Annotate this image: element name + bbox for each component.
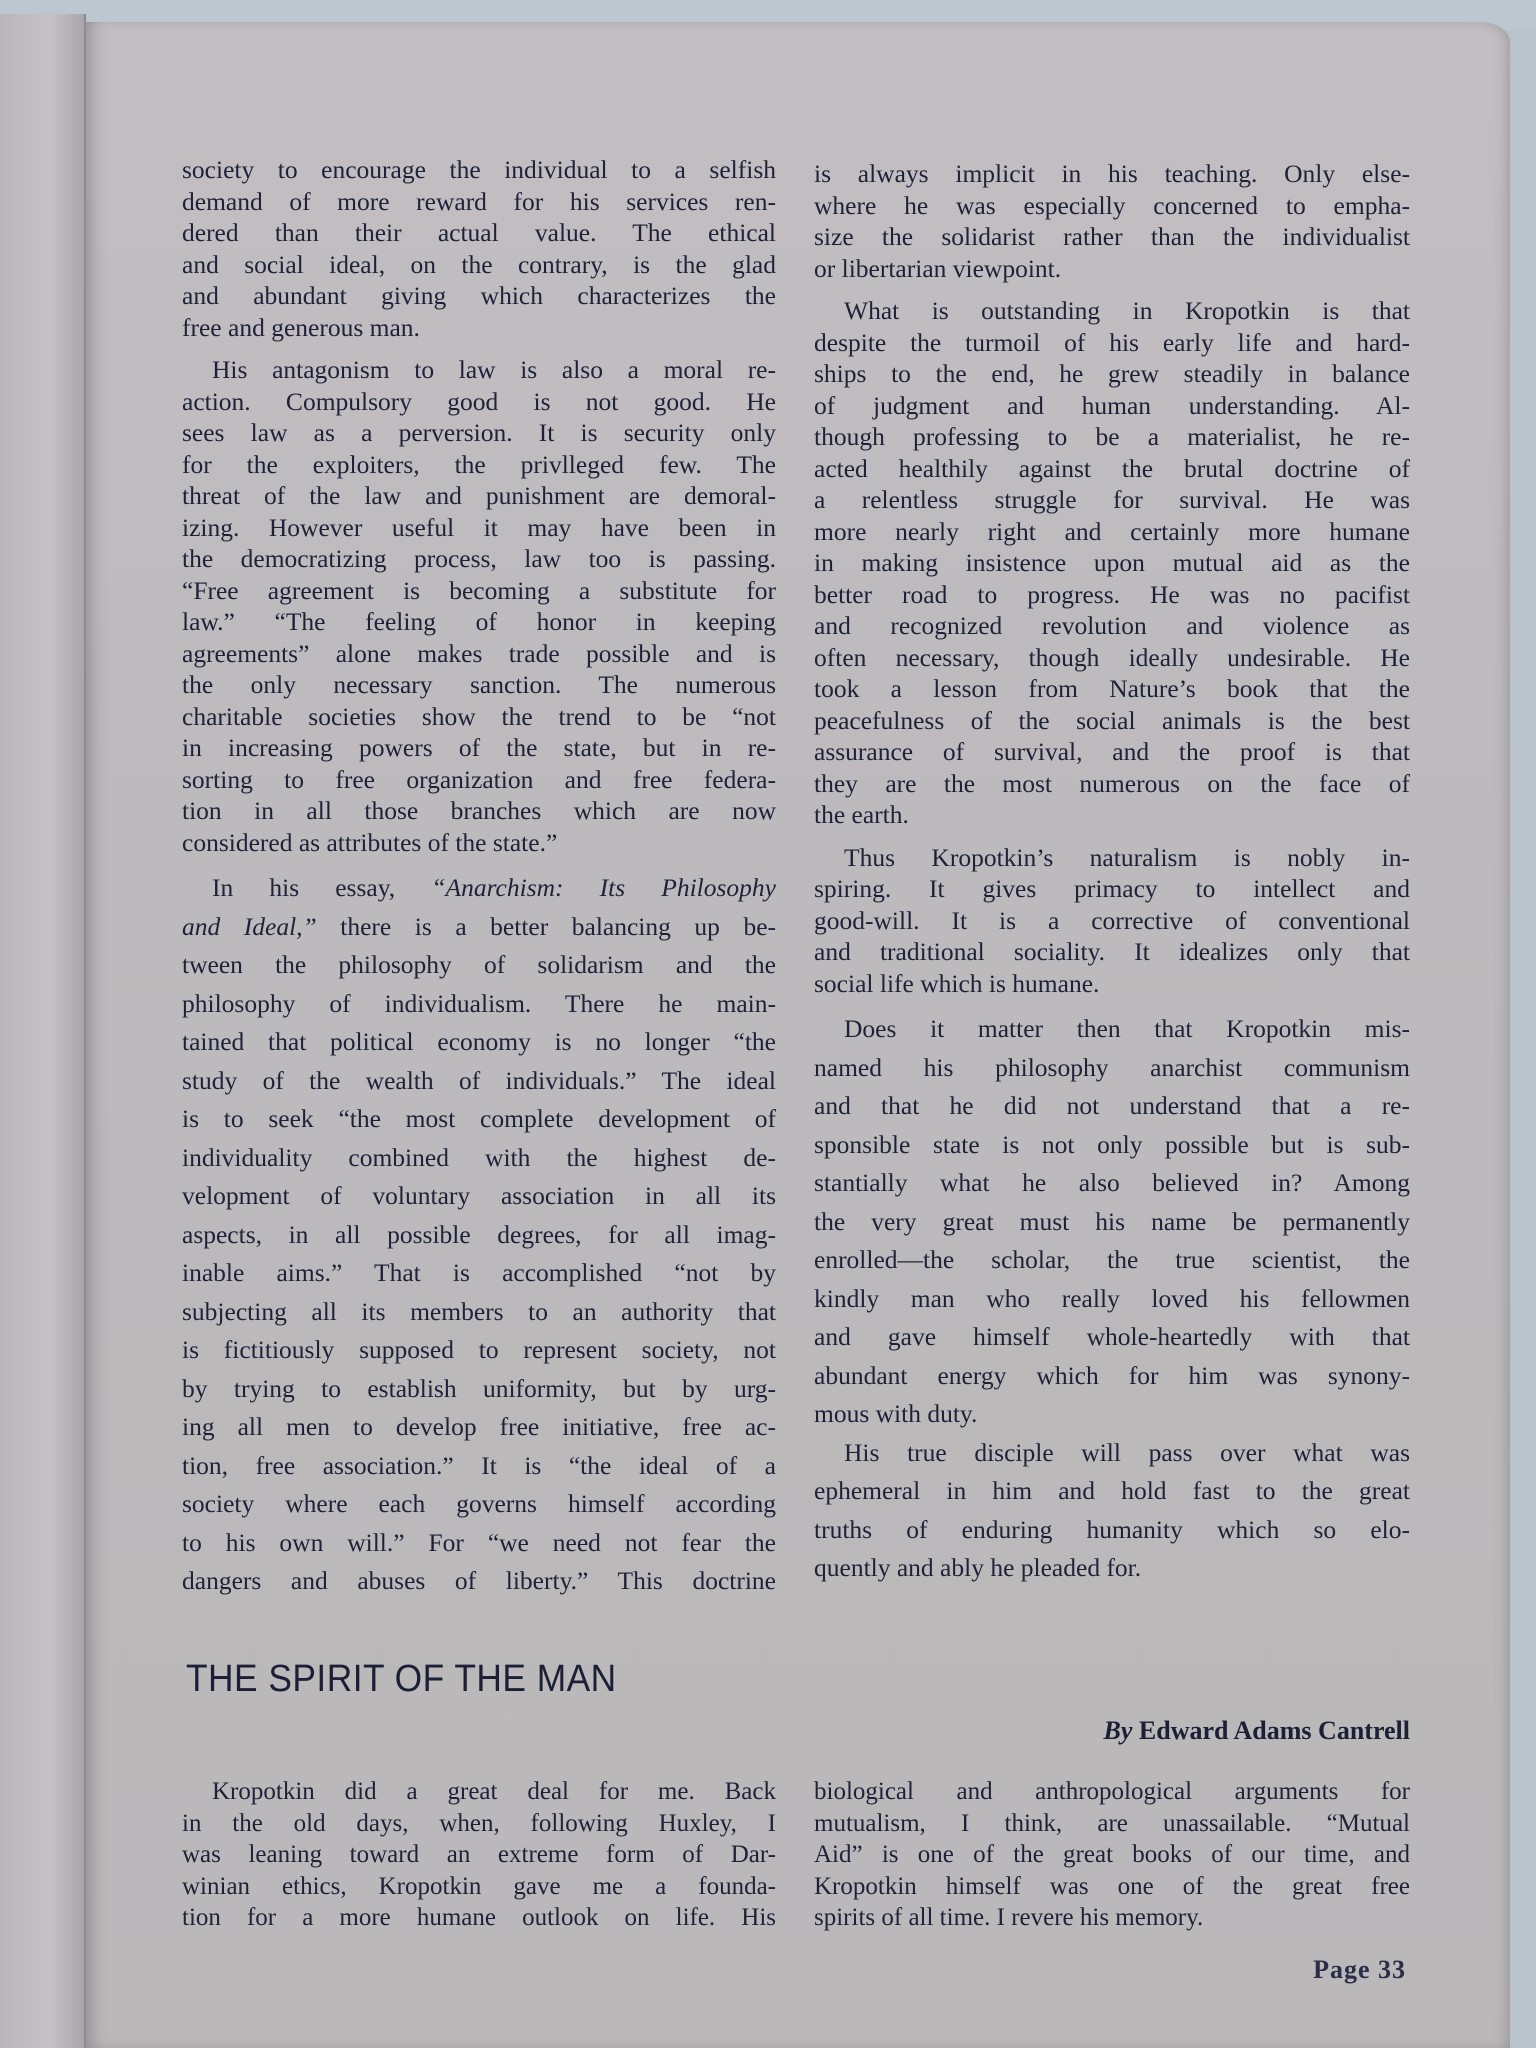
- text-line: and social ideal, on the contrary, is the glad: [182, 249, 776, 279]
- text-line: His true disciple will pass over what was: [844, 1437, 1410, 1467]
- paragraph: [814, 1434, 1410, 1588]
- text-line: ephemeral in him and hold fast to the great: [814, 1476, 1410, 1505]
- text-line: and abundant giving which characterizes the: [182, 281, 776, 310]
- text-line: velopment of voluntary association in all its: [182, 1181, 776, 1210]
- text-line: aspects, in all possible degrees, for all imag-: [182, 1219, 776, 1249]
- text-line: Kropotkin himself was one of the great free: [814, 1872, 1410, 1900]
- text-line: [182, 908, 776, 947]
- text-line: is fictitiously supposed to represent society, not: [182, 1335, 776, 1364]
- text-line: Aid” is one of the great books of our time, and: [814, 1841, 1410, 1868]
- paragraph: [182, 1776, 776, 1934]
- text-line: and traditional sociality. It idealizes only that: [814, 937, 1410, 966]
- text-line: [182, 869, 776, 908]
- essay-title: and Ideal,”: [182, 911, 317, 941]
- text-line: they are the most numerous on the face of: [814, 768, 1410, 798]
- paragraph: [182, 354, 776, 858]
- text-line: demand of more reward for his services ren-: [182, 186, 776, 216]
- text-line: spirits of all time. I revere his memory.: [814, 1904, 1204, 1931]
- text-line: in making insistence upon mutual aid as the: [814, 548, 1410, 577]
- text-line: is to seek “the most complete development of: [182, 1104, 776, 1133]
- text-line: is always implicit in his teaching. Only else-: [814, 159, 1410, 188]
- text-line: philosophy of individualism. There he main-: [182, 988, 776, 1018]
- text-line: quently and ably he pleaded for.: [814, 1553, 1142, 1582]
- text-line: tained that political economy is no longer “the: [182, 1027, 776, 1056]
- text-line: sponsible state is not only possible but is sub-: [814, 1129, 1410, 1159]
- text-line: tion in all those branches which are now: [182, 796, 776, 825]
- text-line: stantially what he also believed in? Among: [814, 1168, 1410, 1197]
- text-line: was leaning toward an extreme form of Dar-: [182, 1841, 776, 1868]
- text-line: truths of enduring humanity which so elo-: [814, 1514, 1410, 1544]
- text-line: considered as attributes of the state.”: [182, 827, 558, 857]
- text-line: the democratizing process, law too is passing.: [182, 544, 776, 573]
- text-line: assurance of survival, and the proof is that: [814, 737, 1410, 766]
- text-line: enrolled—the scholar, the true scientist, the: [814, 1245, 1410, 1274]
- text-line: despite the turmoil of his early life and hard-: [814, 327, 1410, 357]
- text-line: the only necessary sanction. The numerous: [182, 670, 776, 699]
- text-line: or libertarian viewpoint.: [814, 253, 1062, 283]
- text-line: winian ethics, Kropotkin gave me a founda-: [182, 1872, 776, 1900]
- text-line: the very great must his name be permanently: [814, 1206, 1410, 1236]
- text-line: more nearly right and certainly more humane: [814, 516, 1410, 546]
- byline-prefix: By: [1103, 1716, 1133, 1745]
- text-line: though professing to be a materialist, he re-: [814, 422, 1410, 451]
- text-line: inable aims.” That is accomplished “not by: [182, 1258, 776, 1287]
- paragraph: [814, 842, 1410, 1000]
- text-line: His antagonism to law is also a moral re-: [212, 355, 776, 384]
- text-line: biological and anthropological arguments for: [814, 1778, 1410, 1805]
- text-line: study of the wealth of individuals.” The ideal: [182, 1065, 776, 1095]
- text-line: mutualism, I think, are unassailable. “Mutual: [814, 1809, 1410, 1837]
- text-line: agreements” alone makes trade possible and is: [182, 638, 776, 668]
- article-right-column: [814, 1776, 1410, 1934]
- text-line: a relentless struggle for survival. He was: [814, 485, 1410, 514]
- paragraph: [182, 869, 776, 1601]
- text-fragment: there is a better balancing up be-: [316, 911, 777, 941]
- right-column: [814, 158, 1410, 1588]
- page-number: Page 33: [1313, 1955, 1406, 1984]
- text-line: sorting to free organization and free federa-: [182, 764, 776, 794]
- text-line: Does it matter then that Kropotkin mis-: [844, 1014, 1410, 1043]
- text-line: law.” “The feeling of honor in keeping: [182, 607, 776, 636]
- text-line: kindly man who really loved his fellowmen: [814, 1283, 1410, 1313]
- text-line: charitable societies show the trend to be “not: [182, 701, 776, 731]
- text-line: where he was especially concerned to empha-: [814, 190, 1410, 220]
- text-line: better road to progress. He was no pacifist: [814, 579, 1410, 609]
- text-line: took a lesson from Nature’s book that the: [814, 674, 1410, 703]
- text-line: in the old days, when, following Huxley, I: [182, 1809, 776, 1837]
- text-line: in increasing powers of the state, but in re-: [182, 733, 776, 762]
- text-line: dered than their actual value. The ethical: [182, 218, 776, 247]
- text-fragment: In his essay,: [212, 873, 432, 902]
- text-line: threat of the law and punishment are demoral-: [182, 481, 776, 510]
- paragraph: [814, 1010, 1410, 1434]
- text-line: What is outstanding in Kropotkin is that: [844, 296, 1410, 325]
- text-line: mous with duty.: [814, 1399, 978, 1428]
- article-heading: THE SPIRIT OF THE MAN: [186, 1658, 617, 1700]
- previous-page-edge: [0, 14, 86, 2048]
- text-line: society to encourage the individual to a selfish: [182, 155, 776, 184]
- text-line: acted healthily against the brutal doctrine of: [814, 453, 1410, 483]
- author-name: Edward Adams Cantrell: [1138, 1716, 1410, 1745]
- article-left-column: [182, 1776, 776, 1934]
- text-line: named his philosophy anarchist communism: [814, 1052, 1410, 1082]
- text-line: Kropotkin did a great deal for me. Back: [212, 1778, 776, 1805]
- text-line: abundant energy which for him was synony-: [814, 1360, 1410, 1390]
- text-line: good-will. It is a corrective of conventional: [814, 905, 1410, 935]
- text-line: subjecting all its members to an authority that: [182, 1296, 776, 1326]
- text-line: of judgment and human understanding. Al-: [814, 390, 1410, 420]
- article-byline: [1104, 1716, 1411, 1746]
- text-line: Thus Kropotkin’s naturalism is nobly in-: [844, 842, 1410, 872]
- text-line: and gave himself whole-heartedly with that: [814, 1322, 1410, 1351]
- text-line: dangers and abuses of liberty.” This doctrine: [182, 1566, 776, 1595]
- paragraph: [182, 154, 776, 343]
- paragraph: [814, 1776, 1410, 1934]
- paragraph: [814, 295, 1410, 831]
- text-line: tween the philosophy of solidarism and the: [182, 950, 776, 979]
- essay-title: “Anarchism: Its Philosophy: [431, 873, 777, 902]
- text-line: ships to the end, he grew steadily in balance: [814, 359, 1410, 388]
- text-line: often necessary, though ideally undesirable. He: [814, 642, 1410, 672]
- left-column: [182, 154, 776, 1601]
- text-line: by trying to establish uniformity, but by urg-: [182, 1373, 776, 1403]
- text-line: individuality combined with the highest de-: [182, 1142, 776, 1172]
- text-line: sees law as a perversion. It is security only: [182, 418, 776, 447]
- text-line: the earth.: [814, 800, 909, 829]
- text-line: izing. However useful it may have been in: [182, 512, 776, 542]
- text-line: “Free agreement is becoming a substitute for: [182, 575, 776, 605]
- text-line: size the solidarist rather than the individualist: [814, 222, 1410, 251]
- text-line: tion for a more humane outlook on life. His: [182, 1904, 776, 1931]
- text-line: society where each governs himself according: [182, 1489, 776, 1518]
- text-line: ing all men to develop free initiative, free ac-: [182, 1412, 776, 1441]
- text-line: to his own will.” For “we need not fear the: [182, 1527, 776, 1557]
- text-line: action. Compulsory good is not good. He: [182, 386, 776, 416]
- text-line: and recognized revolution and violence as: [814, 611, 1410, 640]
- text-line: spiring. It gives primacy to intellect and: [814, 874, 1410, 903]
- paragraph: [814, 158, 1410, 284]
- text-line: peacefulness of the social animals is the best: [814, 705, 1410, 735]
- text-line: tion, free association.” It is “the ideal of a: [182, 1450, 776, 1480]
- text-line: free and generous man.: [182, 312, 420, 342]
- text-line: for the exploiters, the privlleged few. The: [182, 449, 776, 479]
- text-line: social life which is humane.: [814, 968, 1100, 998]
- text-line: and that he did not understand that a re-: [814, 1091, 1410, 1120]
